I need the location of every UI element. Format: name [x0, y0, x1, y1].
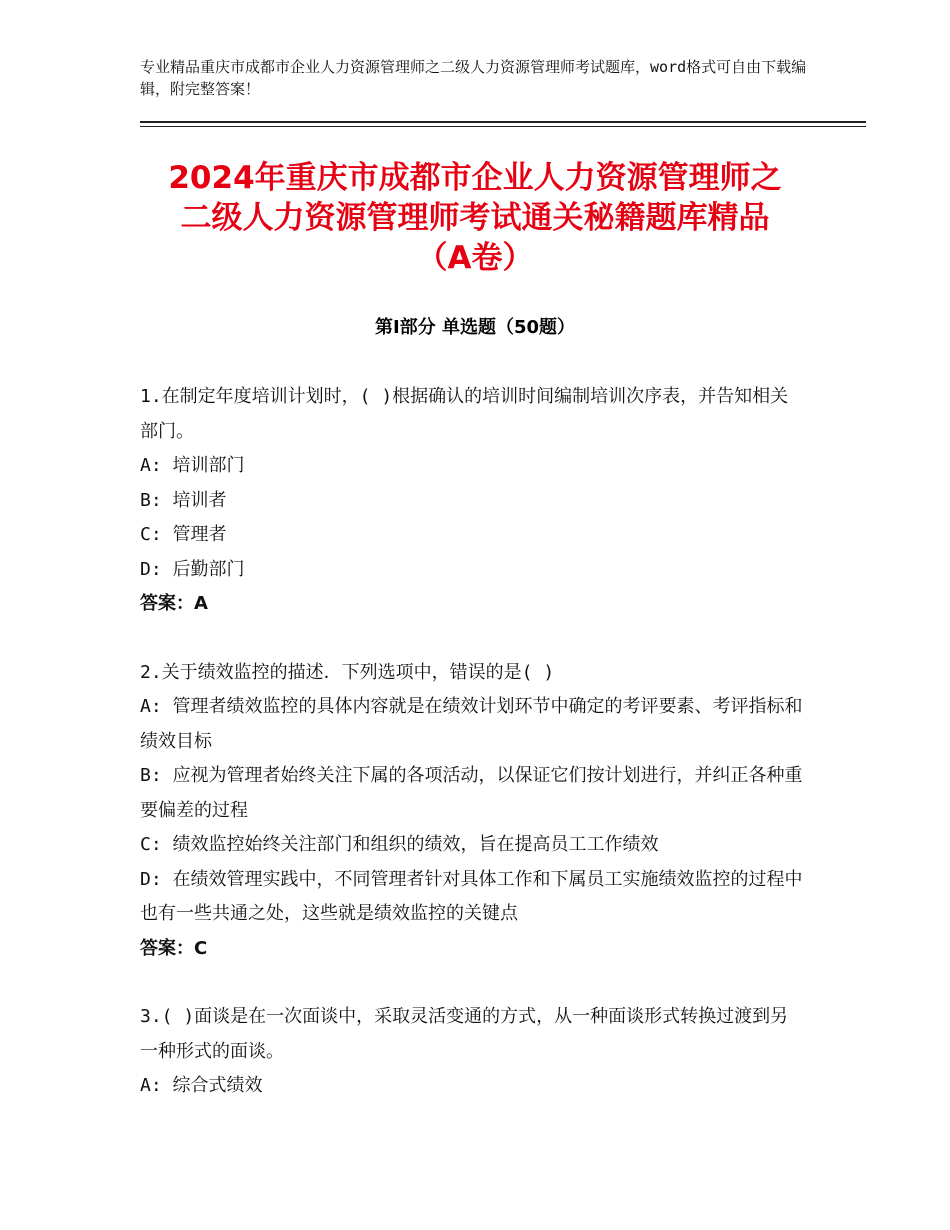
header-divider-thin [140, 126, 866, 127]
question-stem: 2.关于绩效监控的描述．下列选项中，错误的是( ) [140, 661, 555, 683]
question-stem: 3.( )面谈是在一次面谈中，采取灵活变通的方式，从一种面谈形式转换过渡到另一种形式的面谈。 [140, 1006, 789, 1062]
header-note: 专业精品重庆市成都市企业人力资源管理师之二级人力资源管理师考试题库，word格式可自由下载编辑，附完整答案！ [140, 58, 807, 98]
option-a: A: 培训部门 [140, 455, 245, 476]
option-d: D: 在绩效管理实践中，不同管理者针对具体工作和下属员工实施绩效监控的过程中也有一些共通之处，这些就是绩效监控的关键点 [140, 868, 803, 924]
option-b: B: 应视为管理者始终关注下属的各项活动，以保证它们按计划进行，并纠正各种重要偏差的过程 [140, 765, 803, 821]
answer-line: 答案：C [140, 937, 208, 959]
question-list [140, 380, 805, 1104]
question-spacer [140, 622, 805, 656]
title-line: 2024年重庆市成都市企业人力资源管理师之 [168, 160, 782, 196]
title-line: 二级人力资源管理师考试通关秘籍题库精品 [180, 200, 770, 236]
header-divider-thick [140, 121, 866, 123]
option-a: A: 管理者绩效监控的具体内容就是在绩效计划环节中确定的考评要素、考评指标和绩效目标 [140, 696, 803, 752]
question-2 [140, 656, 805, 967]
option-c: C: 绩效监控始终关注部门和组织的绩效，旨在提高员工工作绩效 [140, 834, 659, 855]
option-b: B: 培训者 [140, 489, 227, 511]
question-1 [140, 380, 805, 622]
answer-line: 答案：A [140, 593, 208, 614]
title-line: （A卷） [416, 240, 534, 276]
document-title [120, 158, 830, 278]
question-3 [140, 1000, 805, 1104]
option-a: A: 综合式绩效 [140, 1075, 263, 1096]
option-c: C: 管理者 [140, 524, 227, 545]
option-d: D: 后勤部门 [140, 558, 245, 580]
section-title: 第Ⅰ部分 单选题（50题） [374, 317, 575, 338]
question-spacer [140, 966, 805, 1000]
question-stem: 1.在制定年度培训计划时，( )根据确认的培训时间编制培训次序表，并告知相关部门。 [140, 386, 789, 442]
